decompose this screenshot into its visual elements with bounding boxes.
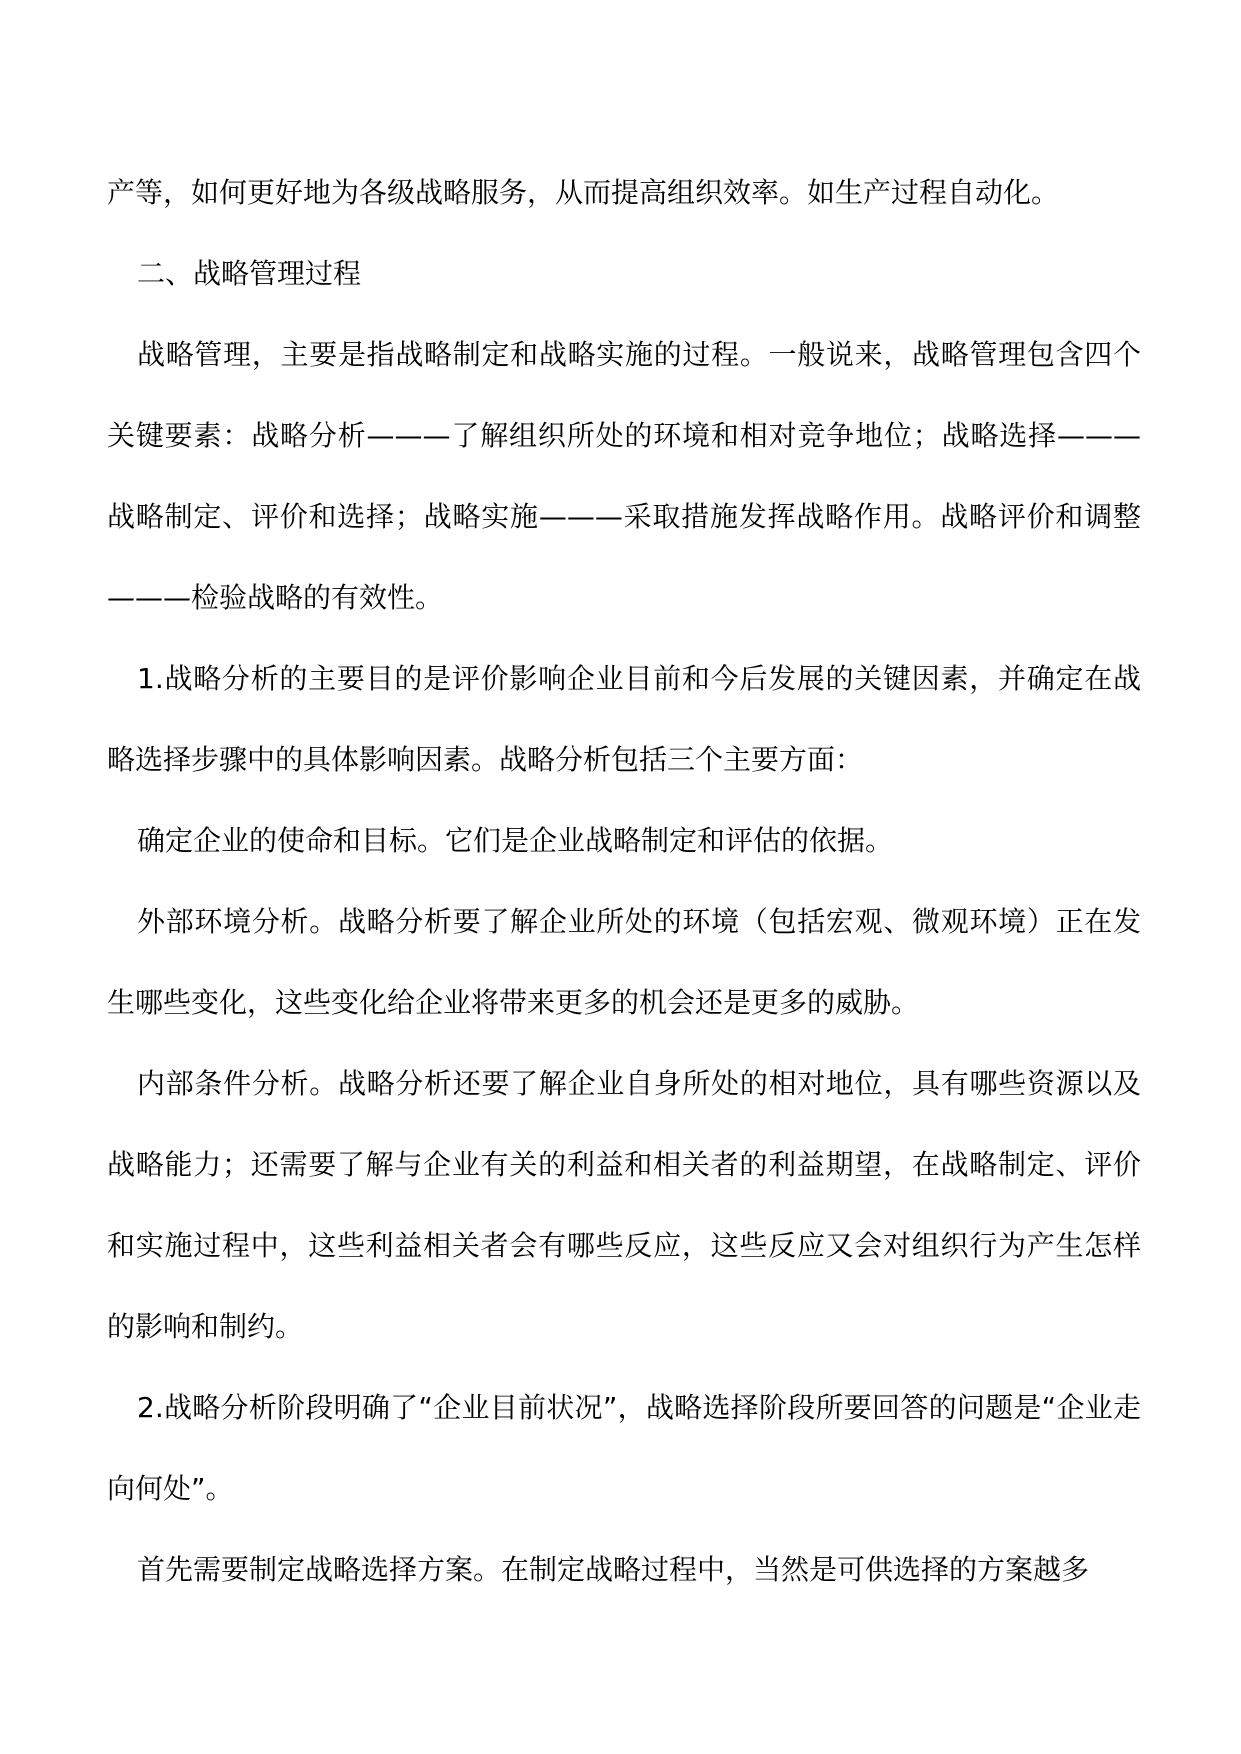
paragraph: 内部条件分析。战略分析还要了解企业自身所处的相对地位，具有哪些资源以及战略能力；还需要了解与企业有关的利益和相关者的利益期望，在战略制定、评价和实施过程中，这些利益相关者会有哪些反应，这些反应又会对组织行为产生怎样的影响和制约。 bbox=[107, 1067, 1141, 1343]
paragraph-numbered: 1.战略分析的主要目的是评价影响企业目前和今后发展的关键因素，并确定在战略选择步骤中的具体影响因素。战略分析包括三个主要方面： bbox=[107, 662, 1141, 776]
paragraph: 战略管理，主要是指战略制定和战略实施的过程。一般说来，战略管理包含四个关键要素：战略分析———了解组织所处的环境和相对竞争地位；战略选择———战略制定、评价和选择；战略实施———采取措施发挥战略作用。战略评价和调整———检验战略的有效性。 bbox=[107, 338, 1141, 614]
section-heading: 二、战略管理过程 bbox=[137, 257, 362, 290]
paragraph: 外部环境分析。战略分析要了解企业所处的环境（包括宏观、微观环境）正在发生哪些变化，这些变化给企业将带来更多的机会还是更多的威胁。 bbox=[107, 905, 1141, 1019]
paragraph: 首先需要制定战略选择方案。在制定战略过程中，当然是可供选择的方案越多 bbox=[137, 1553, 1090, 1586]
paragraph-numbered: 2.战略分析阶段明确了“企业目前状况”，战略选择阶段所要回答的问题是“企业走向何处”。 bbox=[107, 1391, 1141, 1505]
paragraph-continuation: 产等，如何更好地为各级战略服务，从而提高组织效率。如生产过程自动化。 bbox=[107, 176, 1060, 209]
document-body bbox=[107, 152, 1141, 1610]
paragraph: 确定企业的使命和目标。它们是企业战略制定和评估的依据。 bbox=[137, 824, 894, 857]
